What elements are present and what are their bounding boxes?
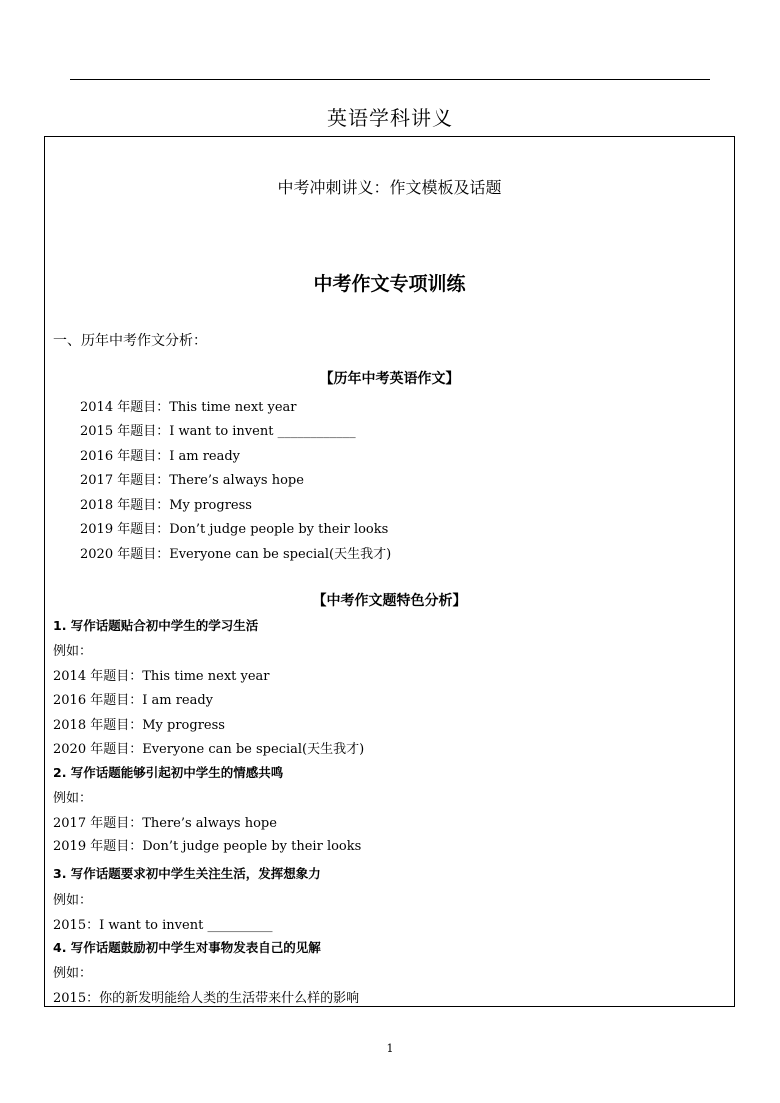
content-box (44, 136, 735, 1007)
past-topic-item: 2014 年题目：This time next year (80, 400, 297, 415)
past-topic-item: 2018 年题目：My progress (80, 498, 252, 513)
past-topic-item: 2017 年题目：There’s always hope (80, 473, 304, 488)
past-topic-item: 2020 年题目：Everyone can be special(天生我才) (80, 547, 392, 562)
feature-title: 2. 写作话题能够引起初中学生的情感共鸣 (53, 765, 284, 780)
example-item: 2018 年题目：My progress (53, 718, 225, 733)
past-topic-item: 2019 年题目：Don’t judge people by their looks (80, 522, 389, 537)
example-label: 例如： (53, 966, 93, 981)
document-subtitle: 中考冲刺讲义：作文模板及话题 (277, 178, 502, 197)
document-main-title: 中考作文专项训练 (313, 273, 466, 295)
section-heading: 一、历年中考作文分析： (53, 333, 207, 349)
past-topic-item: 2016 年题目：I am ready (80, 449, 241, 464)
feature-title: 1. 写作话题贴合初中学生的学习生活 (53, 618, 259, 633)
example-label: 例如： (53, 644, 93, 659)
header-rule (70, 79, 710, 80)
example-label: 例如： (53, 893, 93, 908)
past-topic-item: 2015 年题目：I want to invent ____________ (80, 424, 356, 439)
example-item: 2014 年题目：This time next year (53, 669, 270, 684)
example-label: 例如： (53, 791, 93, 806)
page-header-title: 英语学科讲义 (327, 106, 453, 130)
example-item: 2016 年题目：I am ready (53, 693, 214, 708)
example-item: 2017 年题目：There’s always hope (53, 816, 277, 831)
feature-title: 3. 写作话题要求初中学生关注生活，发挥想象力 (53, 866, 321, 881)
example-item: 2015：你的新发明能给人类的生活带来什么样的影响 (53, 991, 360, 1006)
past-topics-heading: 【历年中考英语作文】 (319, 371, 460, 387)
example-item: 2020 年题目：Everyone can be special(天生我才) (53, 742, 365, 757)
features-heading: 【中考作文题特色分析】 (312, 593, 467, 609)
page-number: 1 (386, 1042, 394, 1055)
example-item: 2015：I want to invent __________ (53, 918, 273, 933)
example-item: 2019 年题目：Don’t judge people by their looks (53, 839, 362, 854)
feature-title: 4. 写作话题鼓励初中学生对事物发表自己的见解 (53, 940, 321, 955)
